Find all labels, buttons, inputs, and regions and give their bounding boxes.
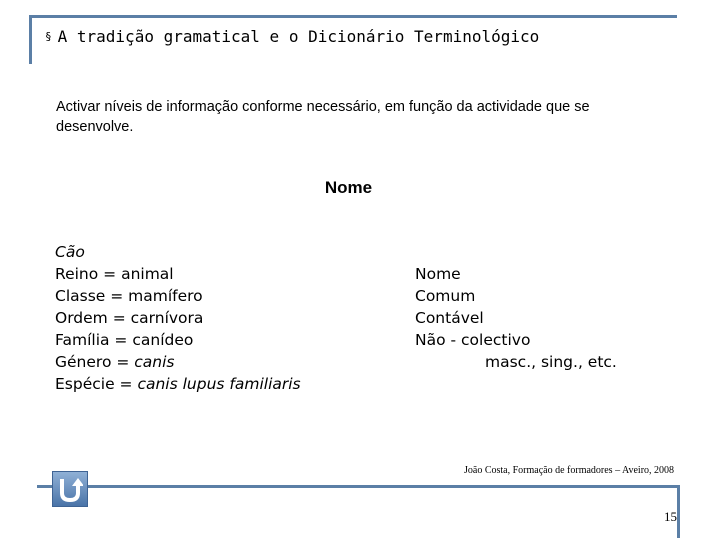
grammar-line: Comum bbox=[415, 287, 476, 305]
row-label: Classe = bbox=[55, 287, 129, 305]
taxonomy-row bbox=[55, 329, 301, 351]
row-label: Família = bbox=[55, 331, 133, 349]
back-button[interactable] bbox=[52, 471, 88, 507]
row-value: animal bbox=[121, 265, 174, 283]
taxonomy-heading: Cão bbox=[55, 243, 85, 261]
slide-title bbox=[45, 27, 539, 46]
grammar-line: Não - colectivo bbox=[415, 331, 531, 349]
u-turn-arrow-icon bbox=[57, 475, 83, 503]
taxonomy-column bbox=[55, 241, 301, 395]
taxonomy-row bbox=[55, 351, 301, 373]
slide-title-text: A tradição gramatical e o Dicionário Terminológico bbox=[57, 27, 540, 46]
row-label: Ordem = bbox=[55, 309, 131, 327]
row-value: carnívora bbox=[130, 309, 204, 327]
grammar-line: Contável bbox=[415, 309, 484, 327]
taxonomy-row bbox=[55, 285, 301, 307]
taxonomy-row bbox=[55, 263, 301, 285]
row-label: Reino = bbox=[55, 265, 122, 283]
row-value: mamífero bbox=[128, 287, 203, 305]
bottom-rule bbox=[37, 485, 677, 488]
grammar-column bbox=[415, 263, 617, 373]
row-value: canídeo bbox=[132, 331, 194, 349]
title-bullet: § bbox=[45, 30, 52, 43]
center-heading: Nome bbox=[324, 178, 373, 197]
intro-text: Activar níveis de informação conforme necessário, em função da actividade que se desenvolve. bbox=[56, 99, 590, 135]
row-value: canis lupus familiaris bbox=[137, 375, 301, 393]
grammar-line: Nome bbox=[415, 265, 461, 283]
row-label: Género = bbox=[55, 353, 135, 371]
credit-text: João Costa, Formação de formadores – Aveiro, 2008 bbox=[464, 465, 675, 476]
page-number: 15 bbox=[664, 509, 677, 524]
grammar-line: masc., sing., etc. bbox=[485, 353, 617, 371]
taxonomy-row bbox=[55, 307, 301, 329]
row-label: Espécie = bbox=[55, 375, 138, 393]
bottom-vertical-rule bbox=[677, 485, 680, 538]
row-value: canis bbox=[134, 353, 175, 371]
taxonomy-row bbox=[55, 373, 301, 395]
